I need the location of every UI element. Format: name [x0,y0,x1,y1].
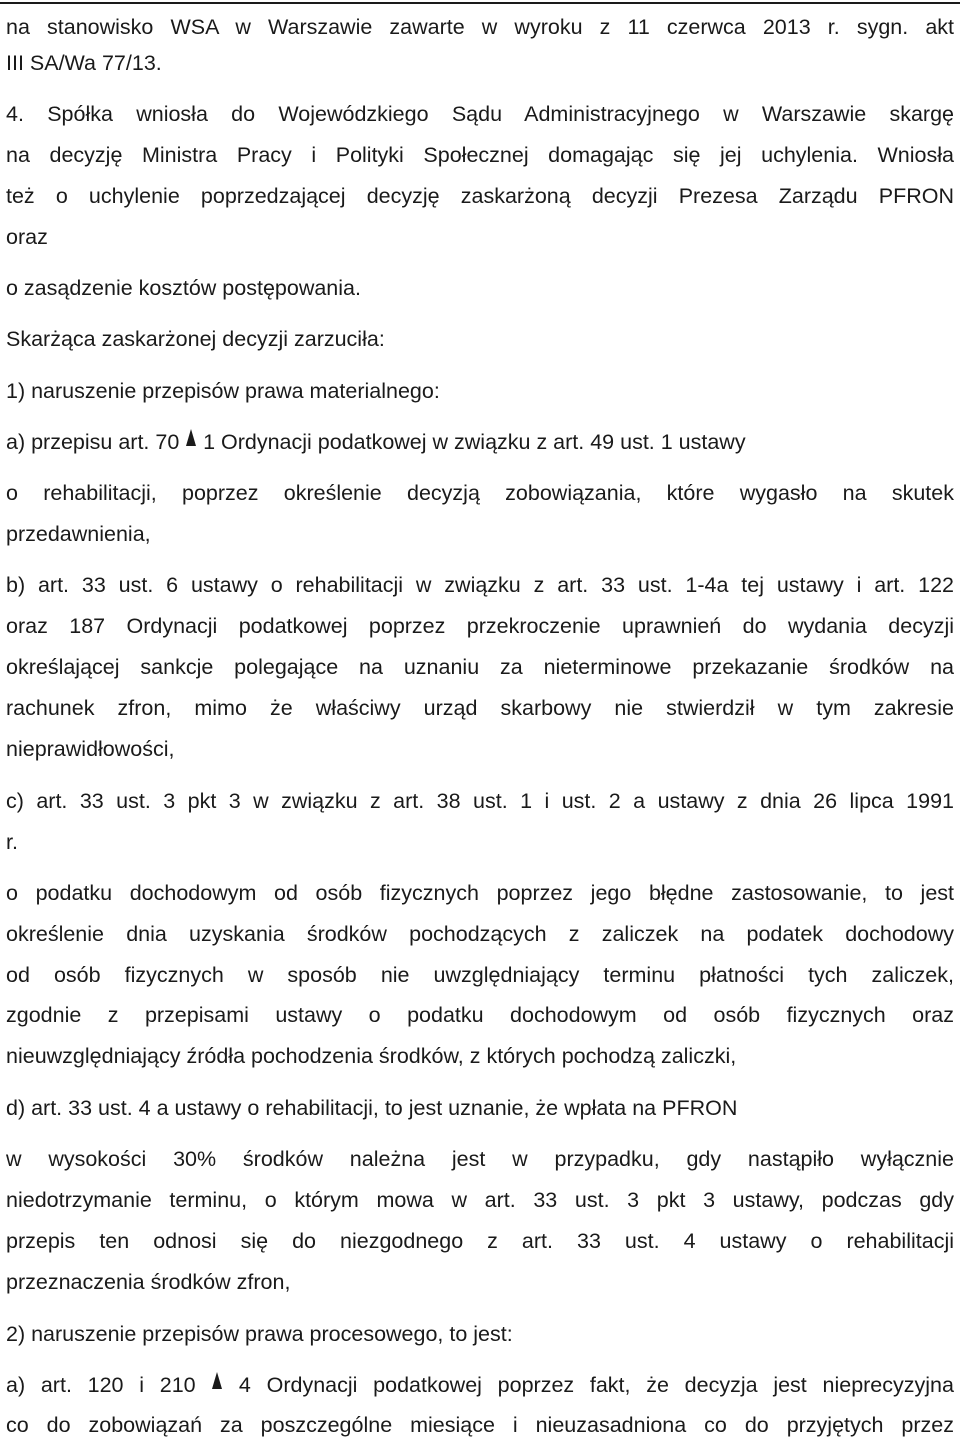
text-segment: a) przepisu art. 70 [6,430,180,454]
text-line: na stanowisko WSA w Warszawie zawarte w wyroku z 11 czerwca 2013 r. sygn. akt [6,15,954,39]
text-line: nieuwzględniający źródła pochodzenia środków, z których pochodzą zaliczki, [6,1044,737,1068]
text-line: niedotrzymanie terminu, o którym mowa w art. 33 ust. 3 pkt 3 ustawy, podczas gdy [6,1188,954,1212]
text-line: III SA/Wa 77/13. [6,51,162,75]
text-line: r. [6,830,18,854]
text-line: d) art. 33 ust. 4 a ustawy o rehabilitacji, to jest uznanie, że wpłata na PFRON [6,1096,738,1120]
text-line: przepis ten odnosi się do niezgodnego z art. 33 ust. 4 ustawy o rehabilitacji [6,1229,954,1253]
text-segment: 1 Ordynacji podatkowej w związku z art. 49 ust. 1 ustawy [203,430,746,454]
text-line: przeznaczenia środków zfron, [6,1270,291,1294]
text-line: też o uchylenie poprzedzającej decyzję zaskarżoną decyzji Prezesa Zarządu PFRON [6,184,954,208]
text-line: 4. Spółka wniosła do Wojewódzkiego Sądu Administracyjnego w Warszawie skargę [6,102,954,126]
text-line-list-a [6,429,746,455]
text-line: o podatku dochodowym od osób fizycznych poprzez jego błędne zastosowanie, to jest [6,881,954,905]
text-line: co do zobowiązań za poszczególne miesiące i nieuzasadniona co do przyjętych przez [6,1413,954,1437]
text-line: określenie dnia uzyskania środków pochodzących z zaliczek na podatek dochodowy [6,922,954,946]
text-segment: 4 Ordynacji podatkowej poprzez fakt, że decyzja jest nieprecyzyjna [238,1373,954,1397]
text-line: zgodnie z przepisami ustawy o podatku dochodowym od osób fizycznych oraz [6,1003,954,1027]
text-line: od osób fizycznych w sposób nie uwzględniający terminu płatności tych zaliczek, [6,963,954,987]
text-line: oraz 187 Ordynacji podatkowej poprzez przekroczenie uprawnień do wydania decyzji [6,614,954,638]
text-line: Skarżąca zaskarżonej decyzji zarzuciła: [6,327,385,351]
text-line: oraz [6,225,48,249]
text-line: na decyzję Ministra Pracy i Polityki Społecznej domagając się jej uchylenia. Wniosła [6,143,954,167]
text-line: określającej sankcje polegające na uznaniu za nieterminowe przekazanie środków na [6,655,954,679]
text-line: przedawnienia, [6,522,151,546]
text-line: nieprawidłowości, [6,737,175,761]
text-line: w wysokości 30% środków należna jest w przypadku, gdy nastąpiło wyłącznie [6,1147,954,1171]
text-line-list-a [6,1372,954,1398]
text-line: o zasądzenie kosztów postępowania. [6,276,361,300]
text-line: b) art. 33 ust. 6 ustawy o rehabilitacji w związku z art. 33 ust. 1-4a tej ustawy i art. 122 [6,573,954,597]
text-line: 2) naruszenie przepisów prawa procesowego, to jest: [6,1322,513,1346]
text-line: c) art. 33 ust. 3 pkt 3 w związku z art. 38 ust. 1 i ust. 2 a ustawy z dnia 26 lipca 1991 [6,789,954,813]
top-border-rule [0,2,960,4]
text-line: 1) naruszenie przepisów prawa materialnego: [6,379,440,403]
text-line: o rehabilitacji, poprzez określenie decyzją zobowiązania, które wygasło na skutek [6,481,954,505]
text-line: rachunek zfron, mimo że właściwy urząd skarbowy nie stwierdził w tym zakresie [6,696,954,720]
text-segment: a) art. 120 i 210 [6,1373,196,1397]
